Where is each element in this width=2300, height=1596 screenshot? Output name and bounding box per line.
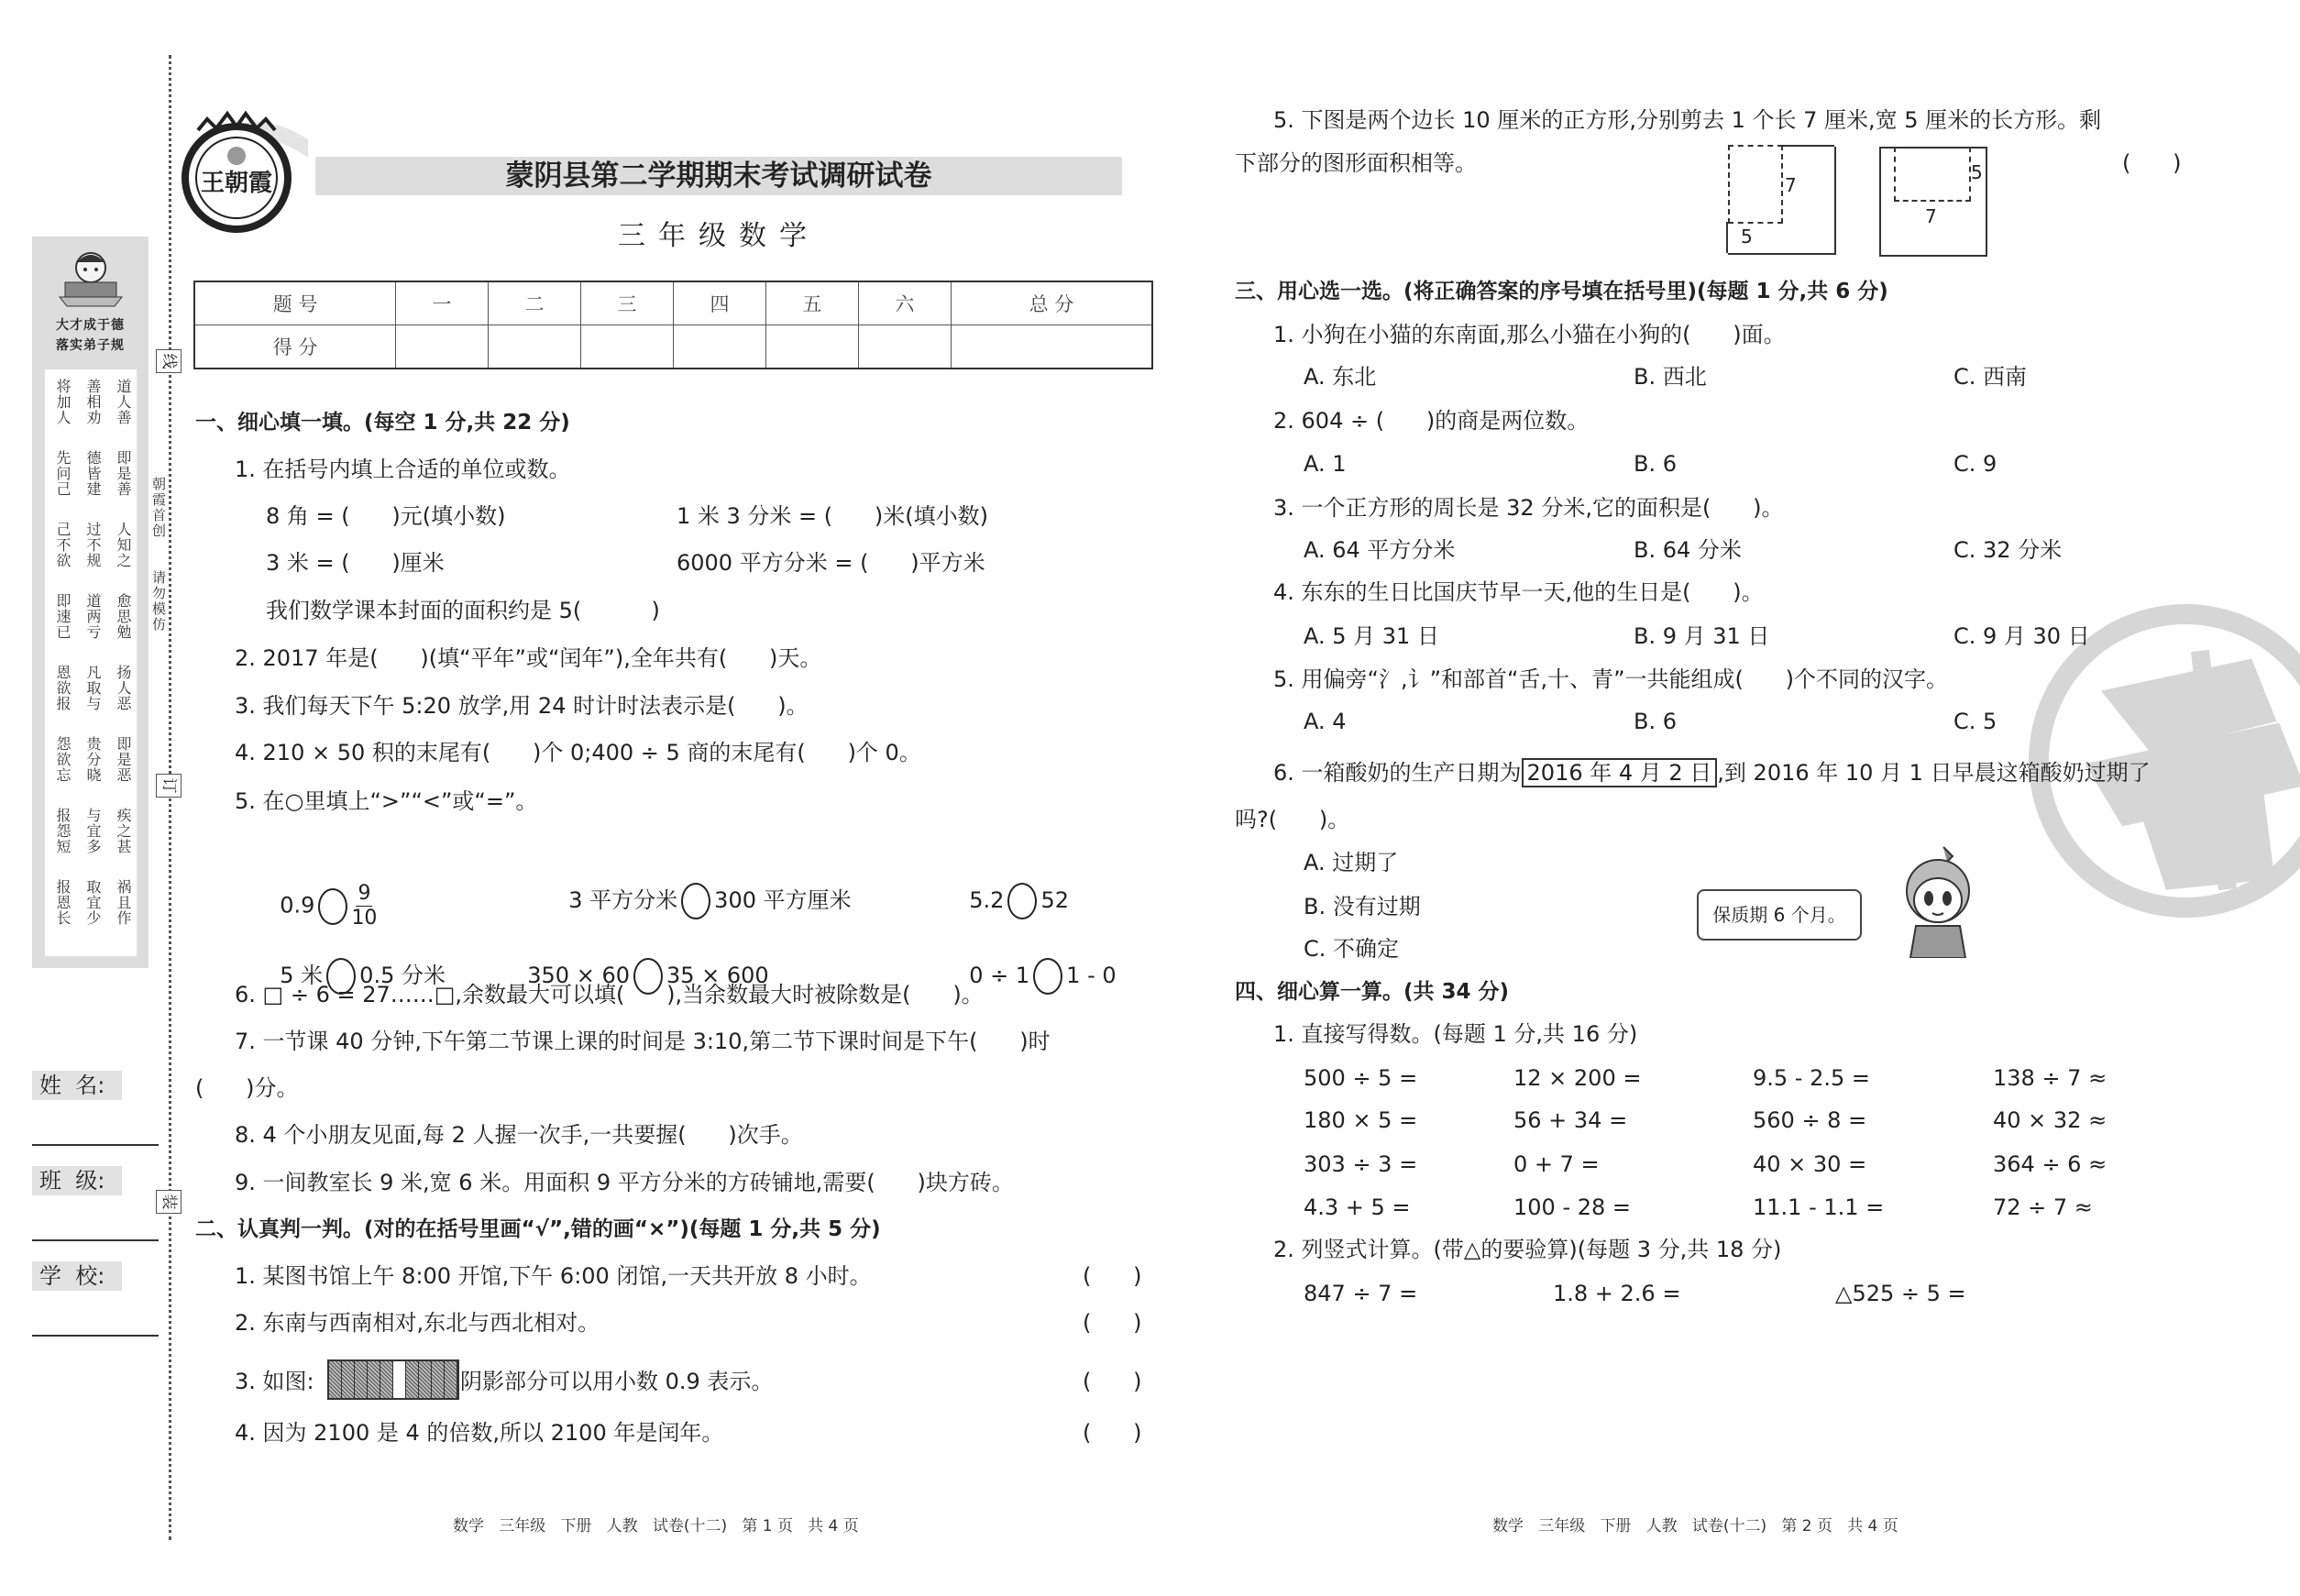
- section2-heading: 二、认真判一判。(对的在括号里画“√”,错的画“×”)(每题 1 分,共 5 分): [195, 1217, 881, 1241]
- exam-subtitle: 三年级数学: [618, 220, 820, 252]
- q1-item: 1 米 3 分米 = ( )米(填小数): [677, 503, 989, 529]
- square-left-edge: [1726, 222, 1728, 253]
- shaded-strip: [355, 1361, 368, 1398]
- oral-calc: 4.3 + 5 =: [1304, 1194, 1411, 1220]
- choice-question: 4. 东东的生日比国庆节早一天,他的生日是( )。: [1273, 579, 1764, 605]
- compare-item: [955, 845, 1069, 919]
- score-cell[interactable]: [396, 325, 489, 369]
- choice-option[interactable]: B. 9 月 31 日: [1634, 623, 1770, 649]
- binding-mark-line: 线: [156, 349, 182, 373]
- compare-circle[interactable]: [318, 888, 347, 925]
- score-header: 二: [489, 281, 581, 325]
- binding-mark-bind: 装: [156, 1190, 182, 1214]
- answer-paren[interactable]: ( ): [1083, 1420, 1142, 1446]
- oral-calc: 500 ÷ 5 =: [1304, 1065, 1418, 1091]
- compare-left: 350 × 60: [527, 963, 630, 988]
- binding-mark-order: 订: [156, 774, 182, 798]
- compare-left: 0.9: [280, 892, 315, 919]
- compare-right: 1 - 0: [1066, 963, 1117, 988]
- judge-item3-suffix: 阴影部分可以用小数 0.9 表示。: [460, 1369, 774, 1394]
- choice-option[interactable]: B. 64 分米: [1634, 537, 1742, 563]
- compare-right: 0.5 分米: [359, 963, 446, 988]
- oral-calc: 40 × 30 =: [1753, 1151, 1867, 1177]
- score-table-score-row: [194, 325, 1152, 369]
- vertical-calc: △525 ÷ 5 =: [1835, 1281, 1966, 1306]
- oral-calc: 56 + 34 =: [1513, 1107, 1628, 1133]
- q5-text: 5. 在○里填上“>”“<”或“=”。: [235, 788, 538, 814]
- q1-item: 8 角 = ( )元(填小数): [266, 503, 506, 529]
- verse-col: 怨欲忘: [54, 736, 72, 783]
- verse-group: [54, 450, 131, 497]
- q1-text: 1. 在括号内填上合适的单位或数。: [235, 457, 571, 482]
- score-cell[interactable]: [858, 325, 951, 369]
- section4-heading: 四、细心算一算。(共 34 分): [1235, 980, 1510, 1004]
- vertical-calc: 847 ÷ 7 =: [1304, 1281, 1418, 1306]
- choice-option[interactable]: B. 6: [1634, 451, 1677, 477]
- name-label: 姓 名:: [32, 1071, 122, 1100]
- verse-group: [54, 665, 131, 711]
- choice-option[interactable]: A. 64 平方分米: [1304, 537, 1456, 563]
- choice-option[interactable]: A. 1: [1304, 451, 1347, 477]
- score-table: [193, 281, 1153, 369]
- verse-group: [54, 593, 131, 640]
- oral-calc: 12 × 200 =: [1513, 1065, 1642, 1091]
- choice-question: 3. 一个正方形的周长是 32 分米,它的面积是( )。: [1273, 495, 1784, 521]
- q7-continuation: ( )分。: [195, 1075, 299, 1101]
- verse-col: 愈思勉: [115, 593, 132, 640]
- shaded-strip: [380, 1361, 393, 1398]
- square-top-edge: [1779, 145, 1834, 147]
- verse-col: 报怨短: [54, 808, 72, 854]
- choice-option[interactable]: C. 9: [1953, 451, 1997, 477]
- choice-option[interactable]: A. 过期了: [1304, 850, 1399, 875]
- motto-line-2: 落实弟子规: [56, 338, 125, 353]
- speech-bubble: 保质期 6 个月。: [1697, 889, 1862, 941]
- verse-col: 即速已: [54, 593, 72, 640]
- score-header: 一: [396, 281, 489, 325]
- verse-col: 扬人恶: [115, 665, 132, 711]
- score-header: 总 分: [951, 281, 1152, 325]
- verse-col: 取宜少: [84, 879, 102, 926]
- student-reading-icon: [52, 244, 129, 310]
- verse-col: 即是善: [115, 450, 132, 497]
- score-cell[interactable]: [951, 325, 1152, 369]
- motto-line-1: 大才成于德: [56, 318, 125, 333]
- verse-col: 祸且作: [115, 879, 132, 926]
- choice-option[interactable]: B. 没有过期: [1304, 894, 1421, 919]
- score-cell[interactable]: [673, 325, 765, 369]
- compare-circle[interactable]: [681, 883, 710, 919]
- score-table-header-row: [194, 281, 1152, 325]
- oral-calc: 364 ÷ 6 ≈: [1993, 1151, 2107, 1177]
- shaded-strip: [368, 1361, 380, 1398]
- verse-group: [54, 879, 131, 926]
- compare-item: [266, 845, 377, 930]
- oral-calc: 560 ÷ 8 =: [1753, 1107, 1867, 1133]
- cut-rectangle: [1894, 147, 1971, 202]
- exam-title: 蒙阴县第二学期期末考试调研试卷: [505, 160, 932, 193]
- answer-paren[interactable]: ( ): [2122, 150, 2182, 176]
- production-date-box: 2016 年 4 月 2 日: [1522, 758, 1718, 787]
- verse-col: 与宜多: [84, 808, 102, 854]
- choice-option[interactable]: C. 32 分米: [1953, 537, 2063, 563]
- side-note-original: 朝霞首创: [150, 477, 167, 539]
- verse-col: 先问己: [54, 450, 72, 497]
- answer-paren[interactable]: ( ): [1083, 1263, 1142, 1289]
- compare-left: 5 米: [280, 963, 324, 988]
- score-cell[interactable]: [581, 325, 674, 369]
- compare-left: 0 ÷ 1: [969, 963, 1030, 988]
- side-note-no-copy: 请勿模仿: [150, 570, 167, 633]
- compare-circle[interactable]: [1007, 883, 1037, 919]
- q1-item: 3 米 = ( )厘米: [266, 550, 445, 576]
- section3-heading: 三、用心选一选。(将正确答案的序号填在括号里)(每题 1 分,共 6 分): [1235, 280, 1888, 303]
- oral-calc: 303 ÷ 3 =: [1304, 1151, 1418, 1177]
- choice-option[interactable]: C. 西南: [1953, 364, 2028, 390]
- verse-col: 贵分晓: [84, 736, 102, 783]
- svg-text:王朝霞: 王朝霞: [200, 170, 273, 197]
- brand-logo: [180, 103, 308, 240]
- choice-option[interactable]: A. 5 月 31 日: [1304, 623, 1439, 649]
- school-field[interactable]: [32, 1335, 159, 1337]
- choice-option[interactable]: A. 东北: [1304, 364, 1377, 390]
- oral-calc: 72 ÷ 7 ≈: [1993, 1194, 2093, 1220]
- page-footer-left: 数学 三年级 下册 人教 试卷(十二) 第 1 页 共 4 页: [453, 1517, 859, 1535]
- compare-circle[interactable]: [1033, 958, 1062, 995]
- oral-calc: 180 × 5 =: [1304, 1107, 1418, 1133]
- q9-text: 9. 一间教室长 9 米,宽 6 米。用面积 9 平方分米的方砖铺地,需要( )块方砖。: [235, 1170, 1014, 1195]
- section1-heading: 一、细心填一填。(每空 1 分,共 22 分): [195, 411, 570, 435]
- shaded-strip: [445, 1361, 457, 1398]
- shaded-strip-figure: [327, 1359, 459, 1400]
- calc-sub1-title: 1. 直接写得数。(每题 1 分,共 16 分): [1273, 1021, 1638, 1047]
- choice-option[interactable]: C. 9 月 30 日: [1953, 623, 2090, 649]
- page-footer-right: 数学 三年级 下册 人教 试卷(十二) 第 2 页 共 4 页: [1492, 1517, 1898, 1535]
- judge-item: 4. 因为 2100 是 4 的倍数,所以 2100 年是闰年。: [235, 1420, 724, 1446]
- shaded-strip: [432, 1361, 445, 1398]
- square-figure-1: [1728, 147, 1836, 255]
- choice-question: 2. 604 ÷ ( )的商是两位数。: [1273, 408, 1590, 434]
- verse-col: 人知之: [115, 522, 132, 568]
- binding-dotted-line: [169, 55, 171, 1540]
- verse-col: 将加人: [54, 379, 72, 425]
- verse-col: 德皆建: [84, 450, 102, 497]
- verse-col: 疾之甚: [115, 808, 132, 854]
- judge-item: 1. 某图书馆上午 8:00 开馆,下午 6:00 闭馆,一天共开放 8 小时。: [235, 1263, 872, 1289]
- compare-left: 3 平方分米: [568, 887, 678, 913]
- shaded-strip: [419, 1361, 432, 1398]
- oral-calc: 138 ÷ 7 ≈: [1993, 1065, 2107, 1091]
- judge-item: 2. 东南与西南相对,东北与西北相对。: [235, 1310, 600, 1336]
- q4-text: 4. 210 × 50 积的末尾有( )个 0;400 ÷ 5 商的末尾有( )个 0。: [235, 740, 921, 765]
- verse-group: [54, 736, 131, 783]
- school-label: 学 校:: [32, 1261, 122, 1291]
- verse-col: 恩欲报: [54, 665, 72, 711]
- cut-rectangle: [1728, 145, 1783, 224]
- score-row-label: 得 分: [194, 325, 396, 369]
- square-figure-2: [1879, 147, 1987, 257]
- girl-cartoon-icon: [1888, 843, 1989, 958]
- q7-text: 7. 一节课 40 分钟,下午第二节课上课的时间是 3:10,第二节下课时间是下午( )时: [235, 1029, 1051, 1054]
- score-header: 题 号: [194, 281, 396, 325]
- verse-col: 己不欲: [54, 522, 72, 568]
- name-field[interactable]: [32, 1144, 159, 1146]
- vertical-calc: 1.8 + 2.6 =: [1553, 1281, 1681, 1306]
- q1-item: 6000 平方分米 = ( )平方米: [677, 550, 985, 576]
- score-header: 三: [581, 281, 674, 325]
- verse-group: [54, 808, 131, 854]
- compare-right: 52: [1040, 887, 1069, 913]
- dimension-label: 5: [1971, 161, 1983, 183]
- q6-prefix: 6. 一箱酸奶的生产日期为: [1273, 760, 1522, 786]
- q8-text: 8. 4 个小朋友见面,每 2 人握一次手,一共要握( )次手。: [235, 1122, 803, 1148]
- class-label: 班 级:: [32, 1166, 122, 1195]
- calc-sub2-title: 2. 列竖式计算。(带△的要验算)(每题 3 分,共 18 分): [1273, 1237, 1782, 1262]
- oral-calc: 40 × 32 ≈: [1993, 1107, 2107, 1133]
- score-header: 五: [765, 281, 858, 325]
- oral-calc: 100 - 28 =: [1513, 1194, 1632, 1220]
- dimension-label: 7: [1925, 205, 1937, 227]
- score-cell[interactable]: [765, 325, 858, 369]
- shaded-strip: [342, 1361, 355, 1398]
- q6-text: 6. □ ÷ 6 = 27……□,余数最大可以填( ),当余数最大时被除数是( )。: [235, 982, 984, 1007]
- compare-right: 35 × 600: [666, 963, 769, 988]
- verse-col: 报恩长: [54, 879, 72, 926]
- verse-col: 善相劝: [84, 379, 102, 425]
- score-header: 六: [858, 281, 951, 325]
- dimension-label: 5: [1741, 226, 1753, 248]
- shaded-strip: [329, 1361, 342, 1398]
- score-cell[interactable]: [489, 325, 581, 369]
- compare-item: [555, 845, 852, 919]
- verse-col: 过不规: [84, 522, 102, 568]
- q1-item: 我们数学课本封面的面积约是 5( ): [266, 598, 660, 623]
- judge-item: 3. 如图:: [235, 1369, 314, 1394]
- q2-text: 2. 2017 年是( )(填“平年”或“闰年”),全年共有( )天。: [235, 645, 822, 671]
- shaded-strip: [406, 1361, 419, 1398]
- answer-paren[interactable]: ( ): [1083, 1310, 1142, 1336]
- unshaded-strip: [393, 1361, 406, 1398]
- oral-calc: 11.1 - 1.1 =: [1753, 1194, 1885, 1220]
- q3-text: 3. 我们每天下午 5:20 放学,用 24 时计时法表示是( )。: [235, 693, 809, 719]
- choice-question-6: [1273, 759, 2151, 787]
- class-field[interactable]: [32, 1239, 159, 1241]
- sidebar-verse-panel: [32, 237, 149, 968]
- verse-group: [54, 522, 131, 568]
- choice-option[interactable]: B. 6: [1634, 709, 1677, 734]
- verse-box: [45, 369, 137, 956]
- judge-item5-line1: 5. 下图是两个边长 10 厘米的正方形,分别剪去 1 个长 7 厘米,宽 5 厘米的长方形。剩: [1273, 107, 2102, 133]
- choice-option[interactable]: B. 西北: [1634, 364, 1707, 390]
- dimension-label: 7: [1785, 174, 1797, 196]
- choice-question: 1. 小狗在小猫的东南面,那么小猫在小狗的( )面。: [1273, 322, 1786, 347]
- verse-col: 凡取与: [84, 665, 102, 711]
- verse-col: 道人善: [115, 379, 132, 425]
- answer-paren[interactable]: ( ): [1083, 1369, 1142, 1394]
- compare-left: 5.2: [969, 887, 1005, 913]
- oral-calc: 0 + 7 =: [1513, 1151, 1600, 1177]
- score-header: 四: [673, 281, 765, 325]
- fraction-denominator: 10: [351, 907, 378, 930]
- compare-right: 300 平方厘米: [714, 887, 852, 913]
- choice-question: 5. 用偏旁“氵,讠”和部首“舌,十、青”一共能组成( )个不同的汉字。: [1273, 666, 1949, 692]
- judge-item5-line2: 下部分的图形面积相等。: [1235, 150, 1477, 176]
- choice-question-6-cont: 吗?( )。: [1235, 807, 1350, 832]
- choice-option[interactable]: C. 5: [1953, 709, 1997, 734]
- verse-col: 即是恶: [115, 736, 132, 783]
- choice-option[interactable]: C. 不确定: [1304, 936, 1400, 962]
- q6-suffix: ,到 2016 年 10 月 1 日早晨这箱酸奶过期了: [1717, 760, 2151, 786]
- oral-calc: 9.5 - 2.5 =: [1753, 1065, 1870, 1091]
- choice-option[interactable]: A. 4: [1304, 709, 1347, 734]
- verse-col: 道两亏: [84, 593, 102, 640]
- fraction-numerator: 9: [358, 882, 371, 905]
- verse-group: [54, 379, 131, 425]
